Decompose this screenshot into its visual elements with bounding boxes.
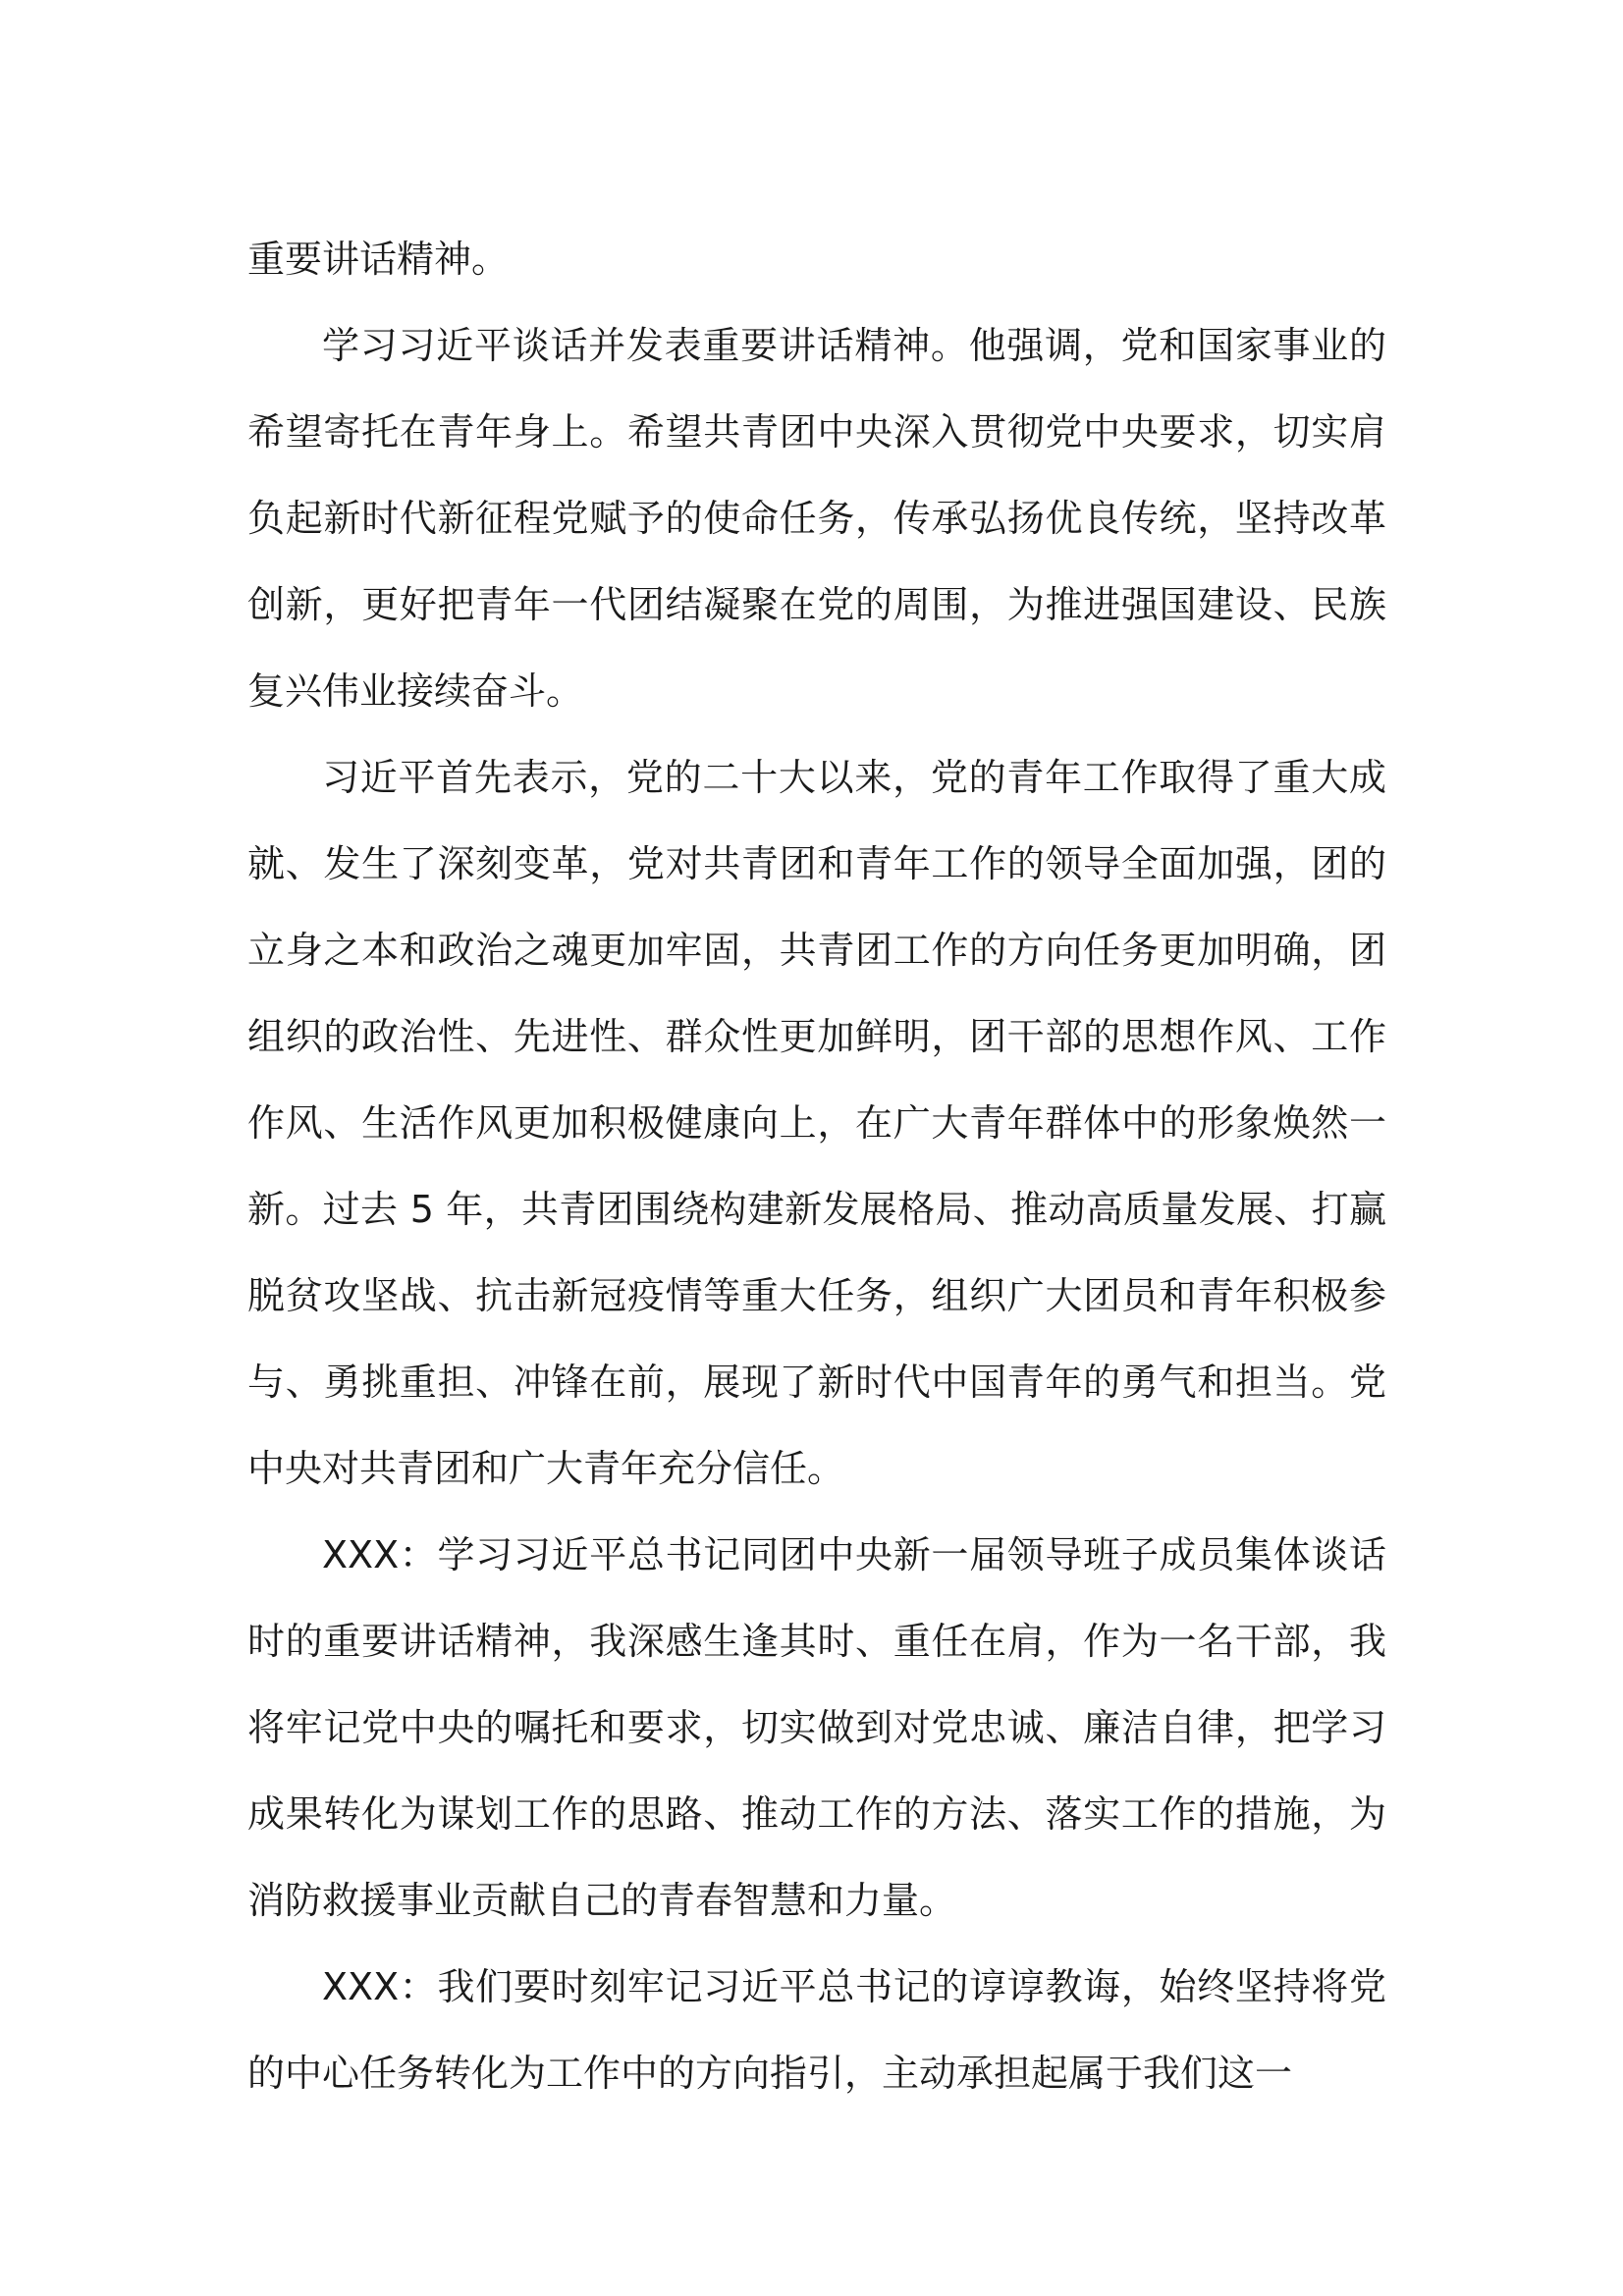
paragraph-text: 重要讲话精神。 xyxy=(247,238,510,281)
paragraph-study-speech xyxy=(247,302,1386,734)
paragraph-continuation xyxy=(247,216,1386,302)
paragraph-reflection-1 xyxy=(247,1512,1386,1944)
paragraph-text: XXX：我们要时刻牢记习近平总书记的谆谆教诲，始终坚持将党的中心任务转化为工作中的方向指引，主动承担起属于我们这一 xyxy=(247,1965,1386,2095)
paragraph-reflection-2 xyxy=(247,1944,1386,2116)
paragraph-text: 学习习近平谈话并发表重要讲话精神。他强调，党和国家事业的希望寄托在青年身上。希望共青团中央深入贯彻党中央要求，切实肩负起新时代新征程党赋予的使命任务，传承弘扬优良传统，坚持改革创新，更好把青年一代团结凝聚在党的周围，为推进强国建设、民族复兴伟业接续奋斗。 xyxy=(247,324,1386,713)
paragraph-achievements xyxy=(247,734,1386,1512)
paragraph-text: XXX：学习习近平总书记同团中央新一届领导班子成员集体谈话时的重要讲话精神，我深感生逢其时、重任在肩，作为一名干部，我将牢记党中央的嘱托和要求，切实做到对党忠诚、廉洁自律，把学习成果转化为谋划工作的思路、推动工作的方法、落实工作的措施，为消防救援事业贡献自己的青春智慧和力量。 xyxy=(247,1533,1386,1922)
paragraph-text: 习近平首先表示，党的二十大以来，党的青年工作取得了重大成就、发生了深刻变革，党对共青团和青年工作的领导全面加强，团的立身之本和政治之魂更加牢固，共青团工作的方向任务更加明确，团组织的政治性、先进性、群众性更加鲜明，团干部的思想作风、工作作风、生活作风更加积极健康向上，在广大青年群体中的形象焕然一新。过去 5 年，共青团围绕构建新发展格局、推动高质量发展、打赢脱贫攻坚战、抗击新冠疫情等重大任务，组织广大团员和青年积极参与、勇挑重担、冲锋在前，展现了新时代中国青年的勇气和担当。党中央对共青团和广大青年充分信任。 xyxy=(247,756,1386,1490)
